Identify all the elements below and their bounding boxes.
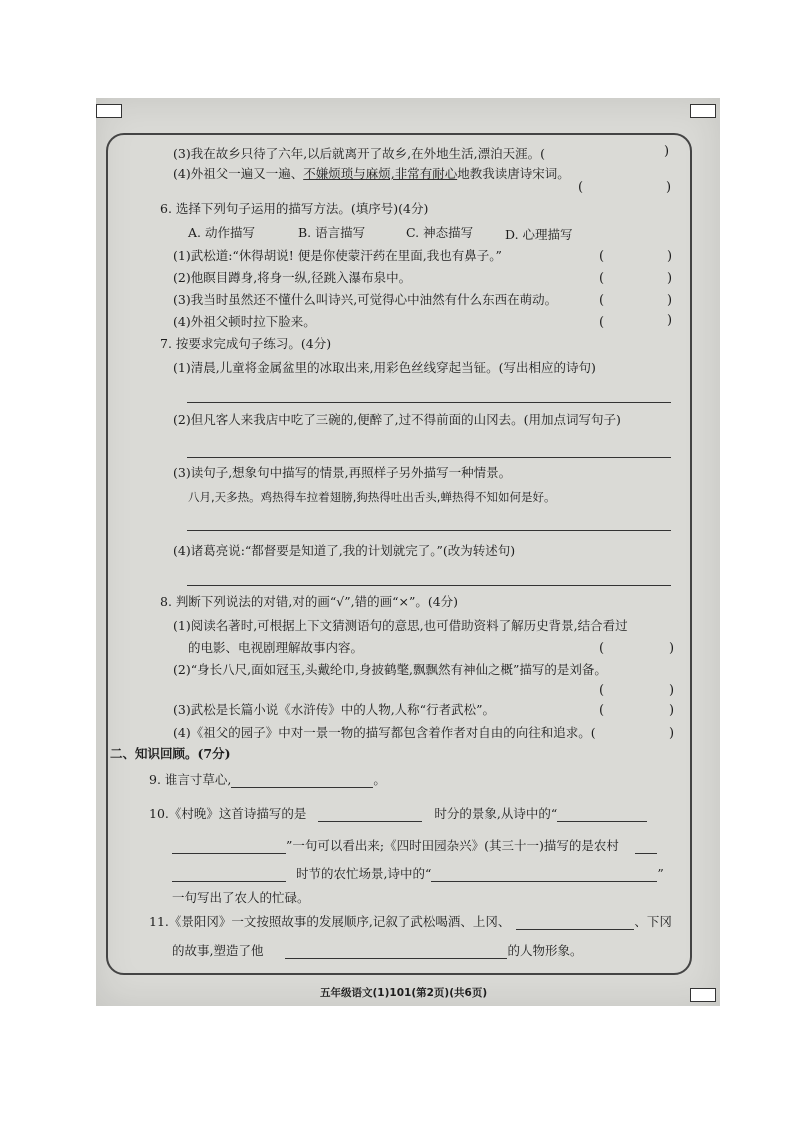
q6-item3-paren-open[interactable]: ( <box>599 293 605 308</box>
q6-option-a: A. 动作描写 <box>188 225 255 240</box>
q6-item3-paren-close[interactable]: ) <box>667 293 673 308</box>
q8-item2: (2)“身长八尺,面如冠玉,头戴纶巾,身披鹤氅,飘飘然有神仙之概”描写的是刘备。 <box>173 662 607 677</box>
q7-item3-answer-line[interactable] <box>187 530 671 531</box>
q7-item2: (2)但凡客人来我店中吃了三碗的,便醉了,过不得前面的山冈去。(用加点词写句子) <box>173 412 621 427</box>
q10-blank-verse1-start[interactable] <box>557 807 647 822</box>
q6-item2: (2)他瞑目蹲身,将身一纵,径跳入瀑布泉中。 <box>173 270 412 285</box>
q8-item1-paren-open[interactable]: ( <box>599 641 605 656</box>
q6-item2-paren-close[interactable]: ) <box>667 271 673 286</box>
q11-blank-character[interactable] <box>285 944 507 959</box>
registration-mark-top-left <box>96 104 122 118</box>
q8-item4-paren-close[interactable]: ) <box>669 726 675 741</box>
q10-line3: 时节的农忙场景,诗中的“ ” <box>172 866 664 882</box>
q6-item1-paren-open[interactable]: ( <box>599 249 605 264</box>
q11-line2: 的故事,塑造了他 的人物形象。 <box>172 943 583 958</box>
q10-blank-season[interactable] <box>172 867 286 882</box>
q8-item2-paren-close[interactable]: ) <box>669 683 675 698</box>
q5-item3-paren-close[interactable]: ) <box>664 144 670 159</box>
q11-blank-event[interactable] <box>516 915 634 930</box>
q10-line4: 一句写出了农人的忙碌。 <box>172 890 310 905</box>
q6-option-d: D. 心理描写 <box>505 227 573 242</box>
q8-item2-paren-open[interactable]: ( <box>599 683 605 698</box>
q6-item4: (4)外祖父顿时拉下脸来。 <box>173 314 316 329</box>
q6-item3: (3)我当时虽然还不懂什么叫诗兴,可觉得心中油然有什么东西在萌动。 <box>173 292 558 307</box>
q8-item3-paren-close[interactable]: ) <box>669 703 675 718</box>
q7-item4: (4)诸葛亮说:“都督要是知道了,我的计划就完了。”(改为转述句) <box>173 543 516 558</box>
q10-blank-season-start[interactable] <box>635 839 657 854</box>
q6-item2-paren-open[interactable]: ( <box>599 271 605 286</box>
q5-item4-paren-open[interactable]: ( <box>578 180 584 195</box>
q5-item3: (3)我在故乡只待了六年,以后就离开了故乡,在外地生活,漂泊天涯。( <box>173 146 546 161</box>
q7-item2-answer-line[interactable] <box>187 457 671 458</box>
q7-item1-answer-line[interactable] <box>187 402 671 403</box>
q10-blank-verse2[interactable] <box>431 867 657 882</box>
q8-item3-paren-open[interactable]: ( <box>599 703 605 718</box>
q7-item1: (1)清晨,儿童将金属盆里的冰取出来,用彩色丝线穿起当钲。(写出相应的诗句) <box>173 360 596 375</box>
q6-option-b: B. 语言描写 <box>298 225 366 240</box>
q6-item4-paren-open[interactable]: ( <box>599 315 605 330</box>
q8-item3: (3)武松是长篇小说《水浒传》中的人物,人称“行者武松”。 <box>173 702 495 717</box>
q7-item3-example: 八月,天多热。鸡热得车拉着翅膀,狗热得吐出舌头,蝉热得不知如何是好。 <box>188 490 556 504</box>
q9: 9. 谁言寸草心, 。 <box>149 772 386 787</box>
q8-item1-paren-close[interactable]: ) <box>669 641 675 656</box>
q6-title: 6. 选择下列句子运用的描写方法。(填序号)(4分) <box>160 201 429 216</box>
section2-title: 二、知识回顾。(7分) <box>110 746 231 761</box>
q9-blank[interactable] <box>231 773 373 788</box>
q10-blank-time[interactable] <box>318 807 422 822</box>
q5-item4: (4)外祖父一遍又一遍、不嫌烦琐与麻烦,非常有耐心地教我读唐诗宋词。 <box>173 166 570 181</box>
q6-item1-paren-close[interactable]: ) <box>667 249 673 264</box>
q6-item4-paren-close[interactable]: ) <box>667 313 673 328</box>
q7-item3: (3)读句子,想象句中描写的情景,再照样子另外描写一种情景。 <box>173 465 512 480</box>
q5-item4-paren-close[interactable]: ) <box>666 180 672 195</box>
q10-line2: ”一句可以看出来;《四时田园杂兴》(其三十一)描写的是农村 <box>172 838 657 854</box>
registration-mark-top-right <box>690 104 716 118</box>
q10-line1: 10.《村晚》这首诗描写的是 时分的景象,从诗中的“ <box>149 806 647 822</box>
q10-blank-verse1[interactable] <box>172 839 286 854</box>
q6-item1: (1)武松道:“休得胡说! 便是你使蒙汗药在里面,我也有鼻子。” <box>173 248 502 263</box>
q5-item4-underlined: 不嫌烦琐与麻烦,非常有耐心 <box>303 166 458 181</box>
q7-item4-answer-line[interactable] <box>187 585 671 586</box>
q11-line1: 11.《景阳冈》一文按照故事的发展顺序,记叙了武松喝酒、上冈、 、下冈 <box>149 914 672 929</box>
q8-title: 8. 判断下列说法的对错,对的画“√”,错的画“×”。(4分) <box>160 594 459 609</box>
q6-option-c: C. 神态描写 <box>406 225 474 240</box>
page-footer: 五年级语文(1)101(第2页)(共6页) <box>320 987 488 999</box>
q8-item1-line2: 的电影、电视剧理解故事内容。 <box>188 640 364 655</box>
q7-title: 7. 按要求完成句子练习。(4分) <box>160 336 332 351</box>
q8-item1-line1: (1)阅读名著时,可根据上下文猜测语句的意思,也可借助资料了解历史背景,结合看过 <box>173 618 628 633</box>
q8-item4: (4)《祖父的园子》中对一景一物的描写都包含着作者对自由的向往和追求。( <box>173 725 596 740</box>
registration-mark-bottom-right <box>690 988 716 1002</box>
